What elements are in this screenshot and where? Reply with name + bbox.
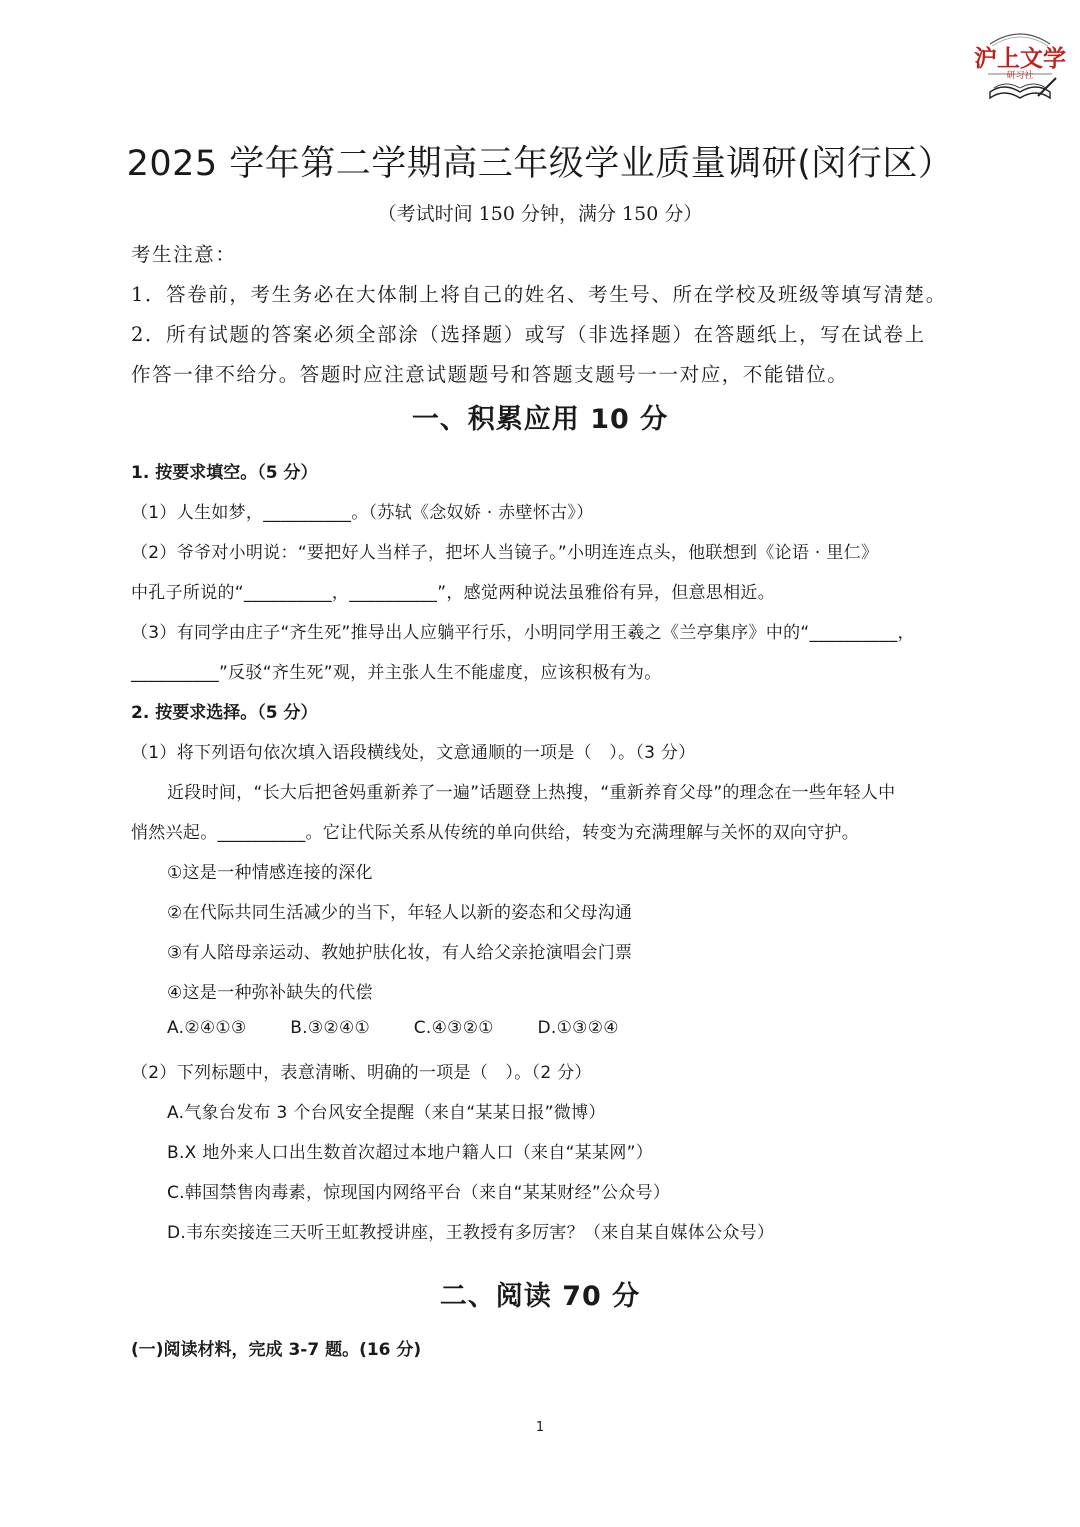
question-1-head: 1. 按要求填空。（5 分） [131,463,318,483]
exam-title: 2025 学年第二学期高三年级学业质量调研(闵行区） [126,144,954,184]
passage-line-2: 悄然兴起。__________。它让代际关系从传统的单向供给，转变为充满理解与关怀的双向守护。 [131,823,860,843]
notice-heading: 考生注意： [131,243,237,266]
notice-item-1: 1．答卷前，考生务必在大体制上将自己的姓名、考生号、所在学校及班级等填写清楚。 [131,283,947,306]
question-2-sub-2-stem: （2）下列标题中，表意清晰、明确的一项是（ ）。（2 分） [131,1063,592,1083]
question-2-sub-1-stem: （1）将下列语句依次填入语段横线处，文意通顺的一项是（ ）。（3 分） [131,743,696,763]
option-b: B.X 地外来人口出生数首次超过本地户籍人口（来自“某某网”） [167,1143,654,1163]
question-1-sub-2-line-1: （2）爷爷对小明说：“要把好人当样子，把坏人当镜子。”小明连连点头，他联想到《论语 · 里仁》 [131,543,879,563]
sentence-option: ①这是一种情感连接的深化 [167,863,373,883]
answer-options-1 [167,1018,657,1038]
question-1-sub-3-line-2: __________”反驳“齐生死”观，并主张人生不能虚度，应该积极有为。 [131,663,662,683]
notice-item-2-line-1: 2．所有试题的答案必须全部涂（选择题）或写（非选择题）在答题纸上，写在试卷上 [131,323,926,346]
option-c: C.韩国禁售肉毒素，惊现国内网络平台（来自“某某财经”公众号） [167,1183,671,1203]
section-1-title: 一、积累应用 10 分 [411,404,669,435]
passage-line-1: 近段时间，“长大后把爸妈重新养了一遍”话题登上热搜，“重新养育父母”的理念在一些年轻人中 [167,783,896,803]
sentence-option: ③有人陪母亲运动、教她护肤化妆，有人给父亲抢演唱会门票 [167,943,633,963]
sentence-option: ②在代际共同生活减少的当下，年轻人以新的姿态和父母沟通 [167,903,633,923]
option-a: A.气象台发布 3 个台风安全提醒（来自“某某日报”微博） [167,1103,606,1123]
sentence-option: ④这是一种弥补缺失的代偿 [167,983,373,1003]
reading-part-1-head: (一)阅读材料，完成 3-7 题。(16 分) [131,1340,422,1360]
logo [968,26,1072,108]
option-d: D.①③②④ [537,1018,619,1038]
question-1-sub-2-line-2: 中孔子所说的“__________，__________”，感觉两种说法虽雅俗有异，但意思相近。 [131,583,776,603]
option-b: B.③②④① [290,1018,371,1038]
exam-subtitle: （考试时间 150 分钟，满分 150 分） [377,203,703,225]
section-2-title: 二、阅读 70 分 [439,1281,641,1312]
option-d: D.韦东奕接连三天听王虹教授讲座，王教授有多厉害？（来自某自媒体公众号） [167,1223,775,1243]
option-a: A.②④①③ [167,1018,247,1038]
logo-title: 沪上文学 [974,45,1066,72]
question-1-sub-3-line-1: （3）有同学由庄子“齐生死”推导出人应躺平行乐，小明同学用王羲之《兰亭集序》中的“__________， [131,623,915,643]
question-2-head: 2. 按要求选择。（5 分） [131,703,318,723]
notice-item-2-line-2: 作答一律不给分。答题时应注意试题题号和答题支题号一一对应，不能错位。 [131,363,849,386]
option-c: C.④③②① [413,1018,494,1038]
page-number: 1 [535,1420,545,1435]
question-1-sub-1: （1）人生如梦，__________。（苏轼《念奴娇 · 赤壁怀古》） [131,503,594,523]
logo-subtitle: 研习社 [1006,71,1034,81]
